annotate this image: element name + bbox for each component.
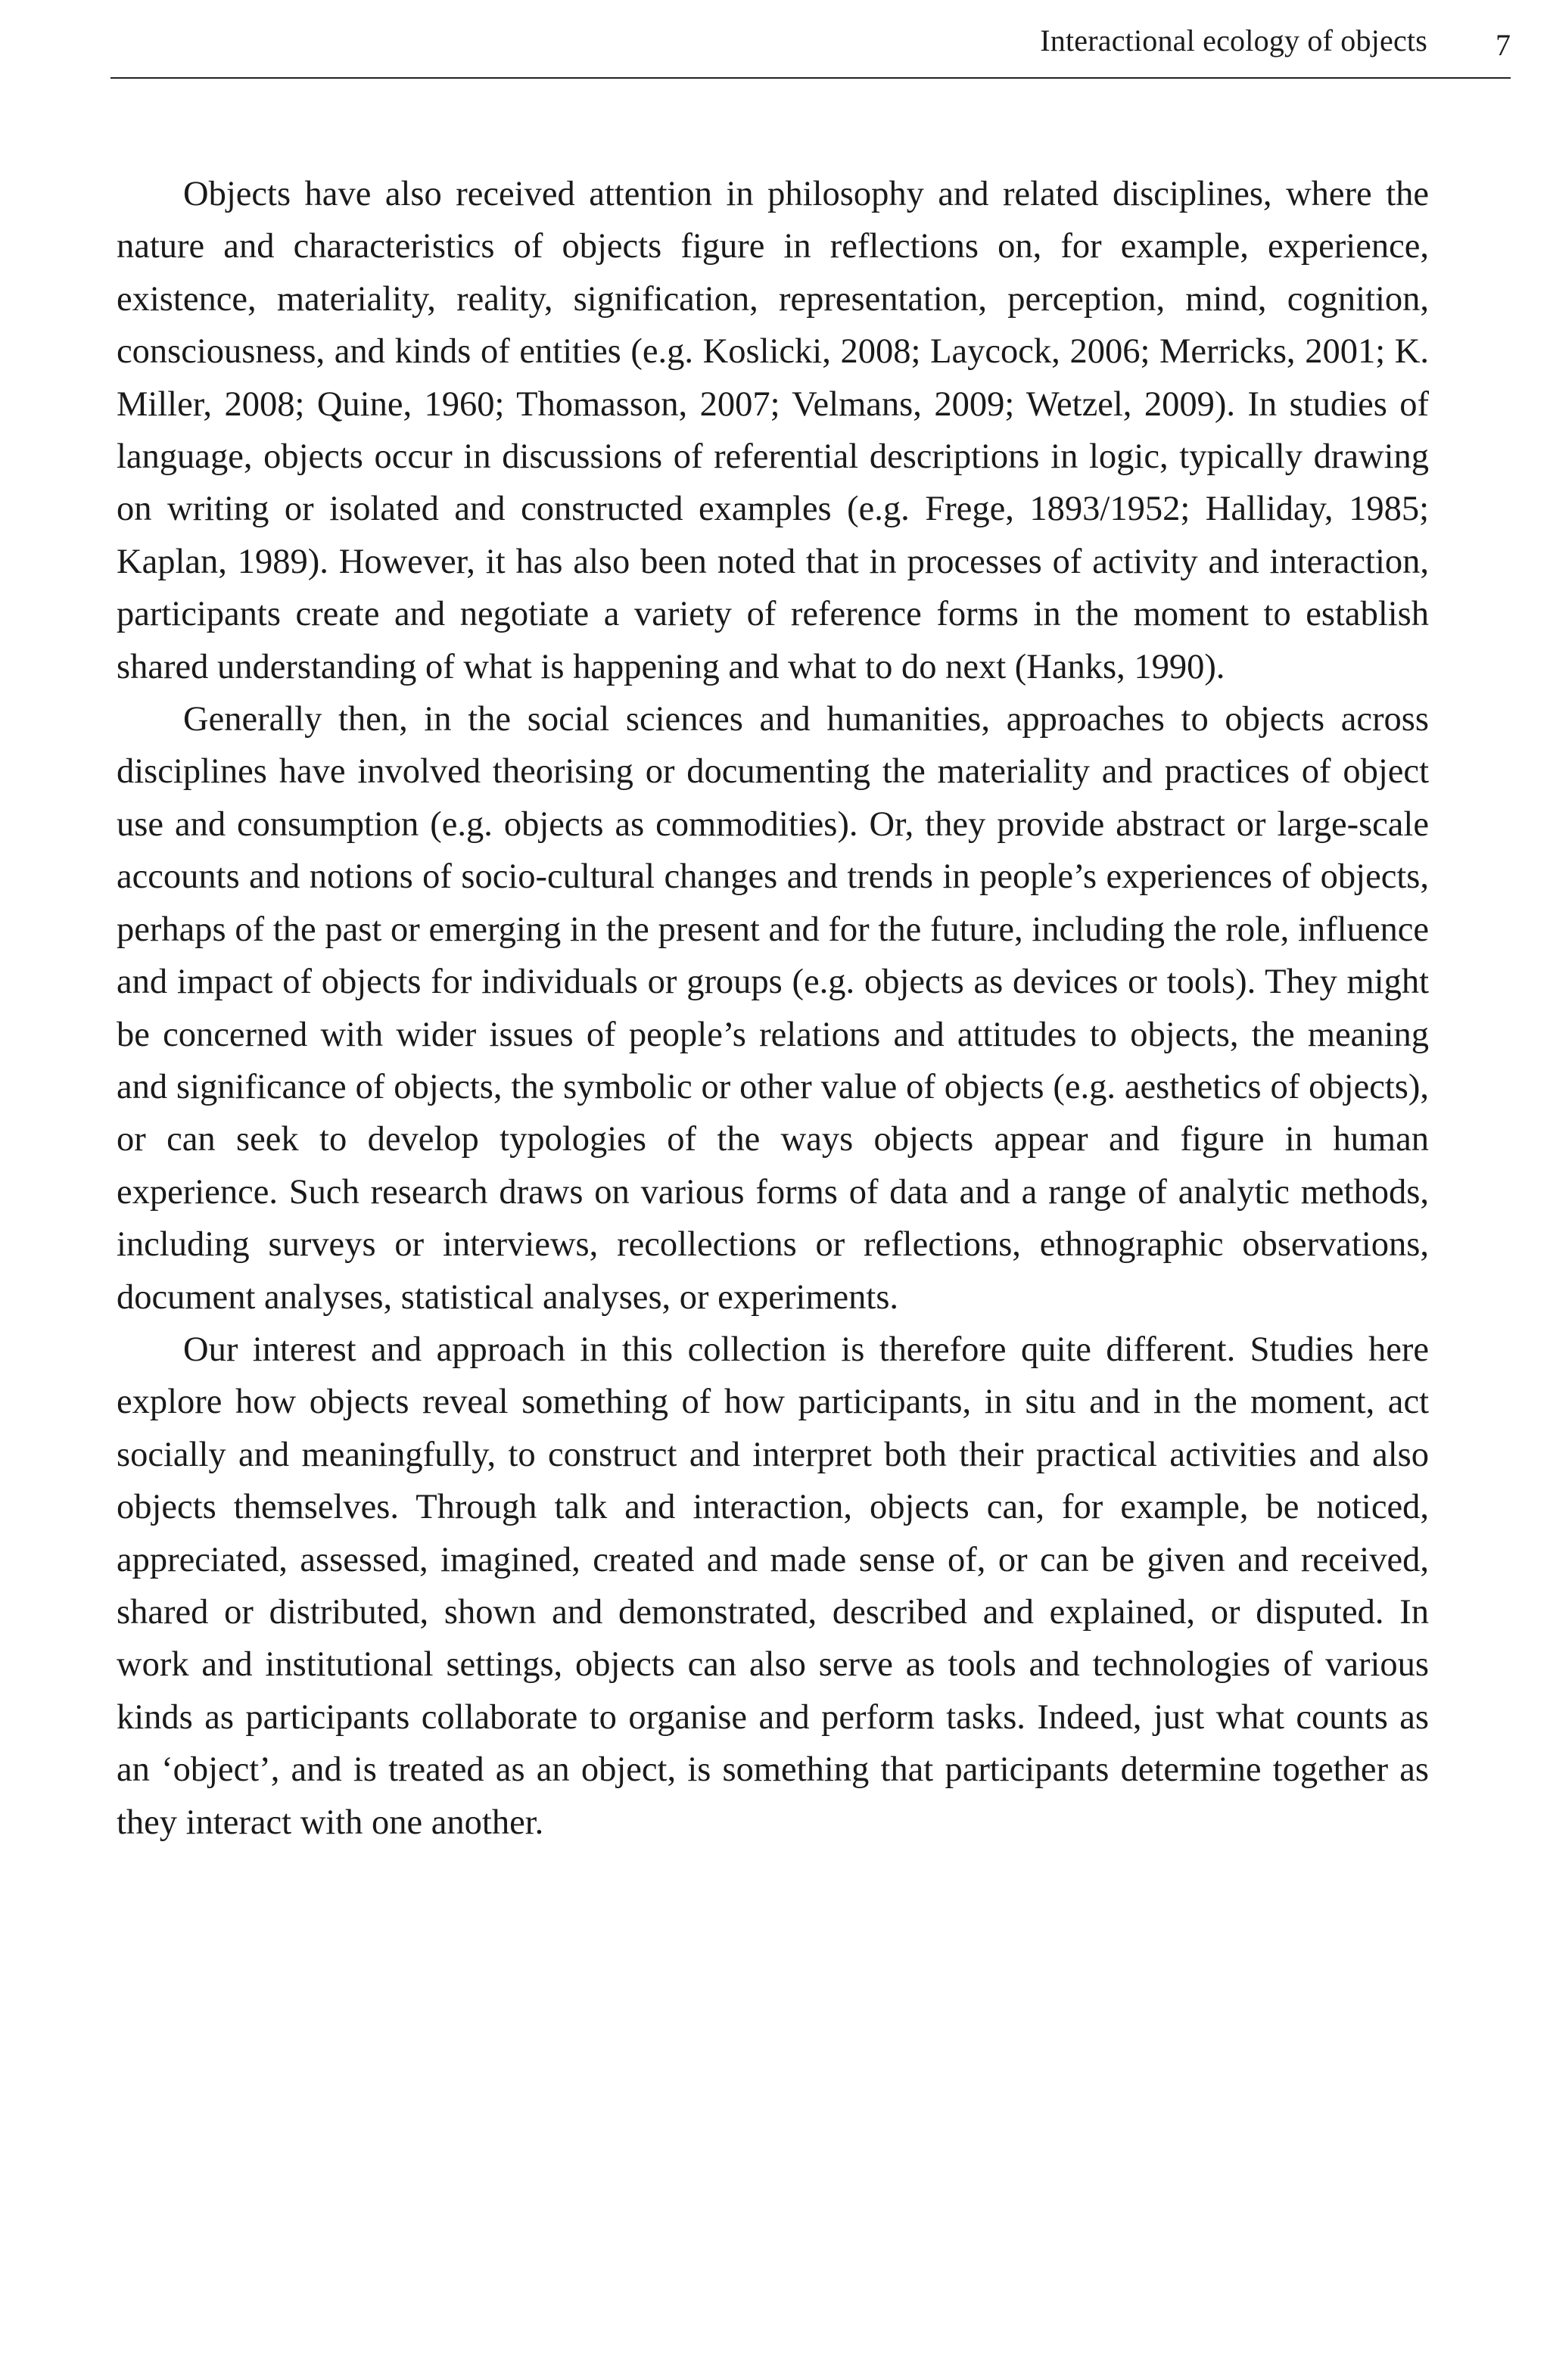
page-number: 7 (1496, 28, 1511, 62)
body-text (117, 168, 1429, 1849)
paragraph-our-approach: Our interest and approach in this collection is therefore quite different. Studies here explore how objects reveal something of how participants, in situ and in the moment, act socially and meaningfully, to construct and interpret both their practical activities and also objects themselves. Through talk and interaction, objects can, for example, be noticed, appreciated, assessed, imagined, created and made sense of, or can be given and received, shared or distributed, shown and demonstrated, described and explained, or disputed. In work and institutional settings, objects can also serve as tools and technologies of various kinds as participants collaborate to organise and perform tasks. Indeed, just what counts as an ‘object’, and is treated as an object, is something that participants determine together as they interact with one another. (117, 1330, 1429, 1842)
paragraph-philosophy: Objects have also received attention in philosophy and related disciplines, where the nature and characteristics of objects figure in reflections on, for example, experience, existence, materiality, reality, signification, representation, perception, mind, cognition, consciousness, and kinds of entities (e.g. Koslicki, 2008; Laycock, 2006; Merricks, 2001; K. Miller, 2008; Quine, 1960; Thomasson, 2007; Velmans, 2009; Wetzel, 2009). In studies of language, objects occur in discussions of referential descriptions in logic, typically drawing on writing or isolated and constructed examples (e.g. Frege, 1893/1952; Halliday, 1985; Kaplan, 1989). However, it has also been noted that in processes of activity and interaction, participants create and negotiate a variety of reference forms in the moment to establish shared understanding of what is happening and what to do next (Hanks, 1990). (117, 175, 1429, 686)
paragraph-social-sciences: Generally then, in the social sciences and humanities, approaches to objects across disciplines have involved theorising or documenting the materiality and practices of object use and consumption (e.g. objects as commodities). Or, they provide abstract or large-scale accounts and notions of socio-cultural changes and trends in people’s experiences of objects, perhaps of the past or emerging in the present and for the future, including the role, influence and impact of objects for individuals or groups (e.g. objects as devices or tools). They might be concerned with wider issues of people’s relations and attitudes to objects, the meaning and significance of objects, the symbolic or other value of objects (e.g. aesthetics of objects), or can seek to develop typologies of the ways objects appear and figure in human experience. Such research draws on various forms of data and a range of analytic methods, including surveys or interviews, recollections or reflections, ethnographic observations, document analyses, statistical analyses, or experiments. (117, 700, 1429, 1317)
running-header (110, 17, 1511, 79)
running-title: Interactional ecology of objects (1040, 23, 1427, 58)
